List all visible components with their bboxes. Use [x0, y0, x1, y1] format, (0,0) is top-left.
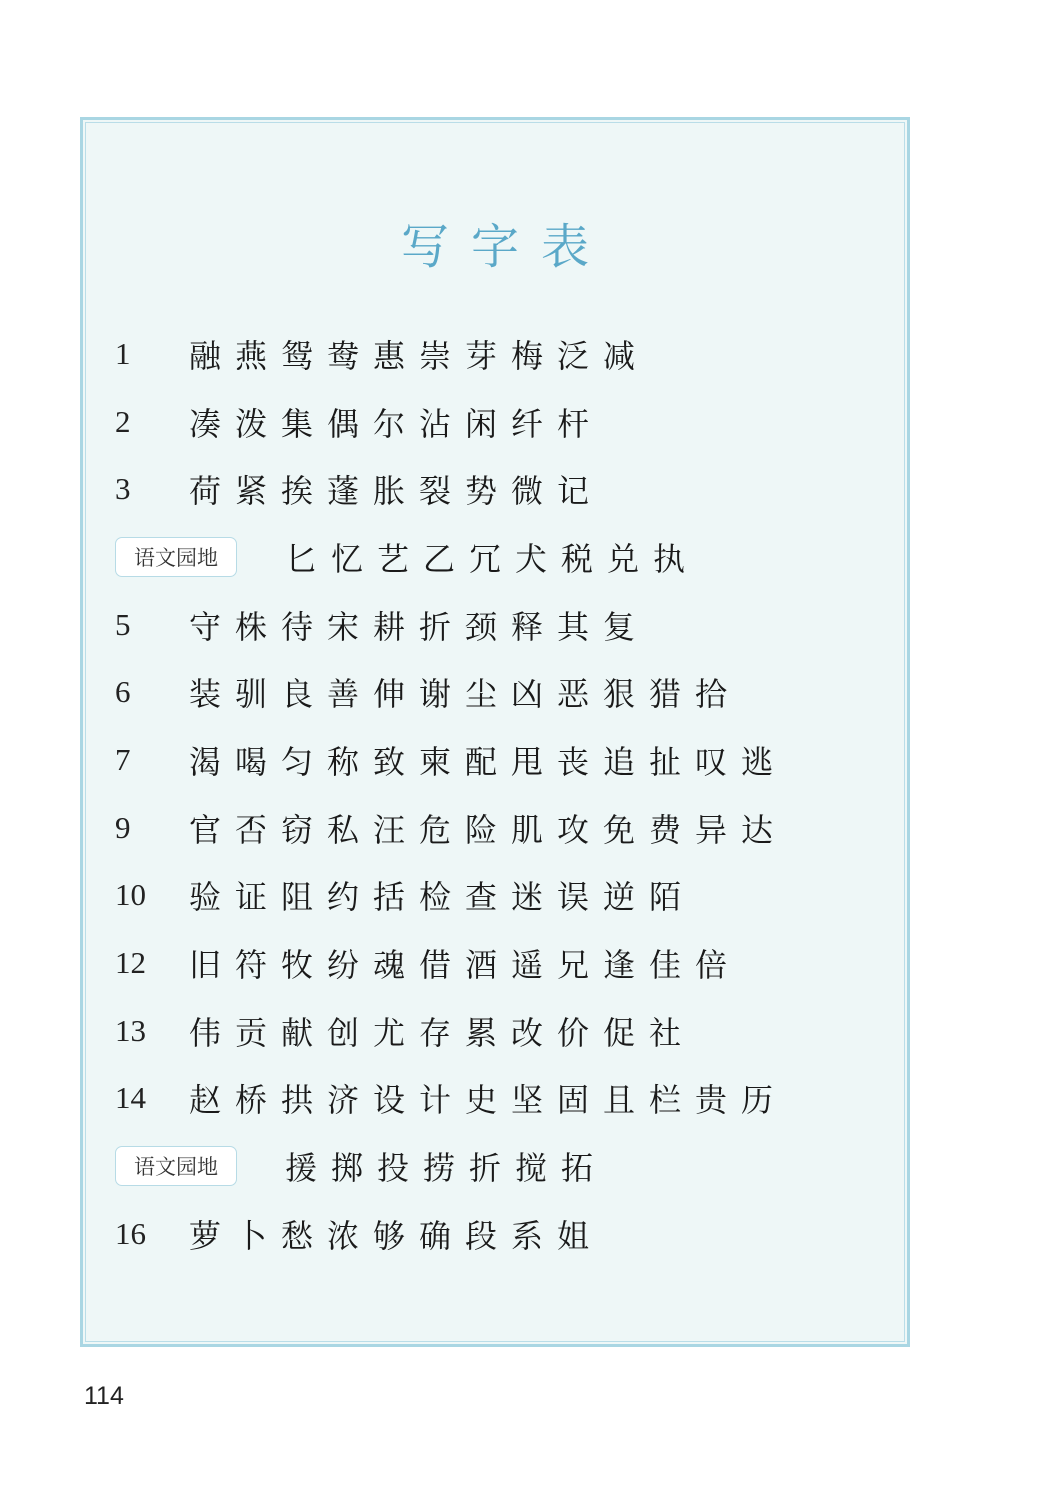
lesson-number: 10	[115, 877, 146, 913]
list-item-6	[115, 658, 895, 726]
list-item-12	[115, 929, 895, 997]
list-item-7	[115, 726, 895, 794]
list-item-13	[115, 997, 895, 1065]
lesson-number: 12	[115, 945, 146, 981]
list-item-3	[115, 455, 895, 523]
list-item-1	[115, 320, 895, 388]
list-item-14	[115, 1065, 895, 1133]
character-list	[115, 320, 895, 1268]
list-item-2	[115, 388, 895, 456]
lesson-characters: 渴喝匀称致柬配甩丧追扯叹逃	[189, 742, 788, 781]
lesson-number: 14	[115, 1080, 146, 1116]
lesson-number: 7	[115, 741, 131, 777]
lesson-characters: 援掷投捞折搅拓	[285, 1149, 608, 1188]
lesson-characters: 守株待宋耕折颈释其复	[189, 607, 650, 646]
lesson-characters: 匕忆艺乙冗犬税兑执	[285, 539, 700, 578]
lesson-number: 2	[115, 403, 131, 439]
character-table-panel	[80, 117, 910, 1347]
page-title: 写字表	[400, 219, 611, 275]
lesson-characters: 融燕鸳鸯惠崇芽梅泛减	[189, 336, 650, 375]
lesson-number: 1	[115, 335, 131, 371]
lesson-number: 6	[115, 674, 131, 710]
lesson-characters: 验证阻约括检查迷误逆陌	[189, 878, 696, 917]
lesson-number: 16	[115, 1215, 146, 1251]
lesson-characters: 伟贡献创尤存累改价促社	[189, 1013, 696, 1052]
lesson-characters: 装驯良善伸谢尘凶恶狠猎拾	[189, 675, 742, 714]
lesson-characters: 官否窃私汪危险肌攻免费异达	[189, 810, 788, 849]
lesson-number: 3	[115, 471, 131, 507]
yuwen-yuandi-badge: 语文园地	[115, 1146, 237, 1186]
page-number: 114	[84, 1382, 124, 1410]
list-item-10	[115, 862, 895, 930]
list-item-5	[115, 591, 895, 659]
lesson-characters: 旧符牧纷魂借酒遥兄逢佳倍	[189, 946, 742, 985]
lesson-number: 9	[115, 809, 131, 845]
list-item-16	[115, 1200, 895, 1268]
yuwen-yuandi-badge: 语文园地	[115, 537, 237, 577]
lesson-number: 5	[115, 606, 131, 642]
lesson-characters: 凑泼集偶尔沾闲纤杆	[189, 404, 604, 443]
lesson-characters: 萝卜愁浓够确段系姐	[189, 1216, 604, 1255]
lesson-number: 13	[115, 1012, 146, 1048]
list-item-yuwen-yuandi-2	[115, 1132, 895, 1200]
lesson-characters: 赵桥拱济设计史坚固且栏贵历	[189, 1081, 788, 1120]
lesson-characters: 荷紧挨蓬胀裂势微记	[189, 472, 604, 511]
list-item-yuwen-yuandi-1	[115, 523, 895, 591]
list-item-9	[115, 794, 895, 862]
